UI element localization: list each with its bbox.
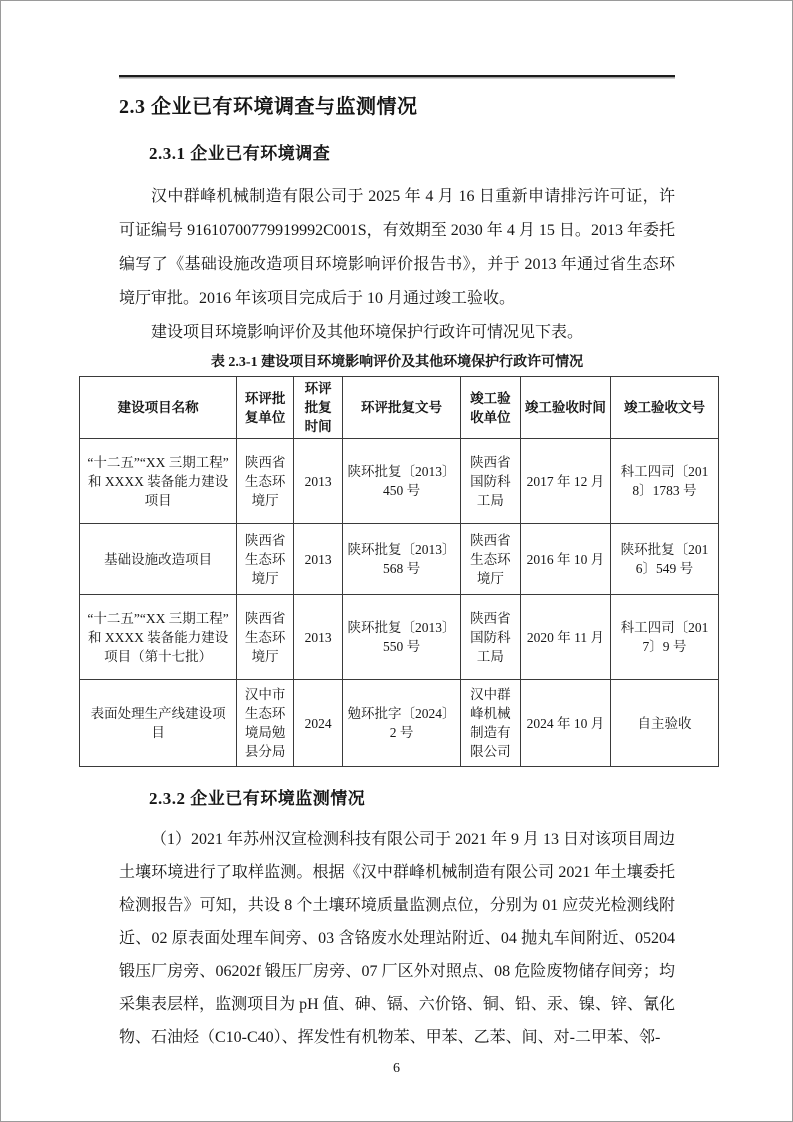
page-content <box>87 75 709 1054</box>
cell-acceptance-unit: 陕西省生态环境厅 <box>460 524 520 595</box>
section-heading-2-3: 2.3 企业已有环境调查与监测情况 <box>119 96 418 118</box>
cell-acceptance-time: 2017 年 12 月 <box>520 439 610 524</box>
cell-acceptance-no: 陕环批复〔2016〕549 号 <box>610 524 718 595</box>
cell-eia-approval-time: 2024 <box>294 680 343 767</box>
header-rule <box>119 75 675 77</box>
cell-eia-approval-no: 陕环批复〔2013〕550 号 <box>343 595 461 680</box>
col-header-acceptance-no: 竣工验收文号 <box>610 377 718 439</box>
paragraph-permit-info: 汉中群峰机械制造有限公司于 2025 年 4 月 16 日重新申请排污许可证，许可证编号 91610700779919992C001S，有效期至 2030 年 4 月 15 日。2013 年委托编写了《基础设施改造项目环境影响评价报告书》，并于 2013 年通过省生态环境厅审批。2016 年该项目完成后于 10 月通过竣工验收。 <box>119 188 675 307</box>
table-row <box>80 680 719 767</box>
cell-acceptance-time: 2024 年 10 月 <box>520 680 610 767</box>
col-header-acceptance-time: 竣工验收时间 <box>520 377 610 439</box>
page-number: 6 <box>393 1061 400 1076</box>
paragraph-monitoring: （1）2021 年苏州汉宣检测科技有限公司于 2021 年 9 月 13 日对该项目周边土壤环境进行了取样监测。根据《汉中群峰机械制造有限公司 2021 年土壤委托检测报告》可知，共设 8 个土壤环境质量监测点位，分别为 01 应荧光检测线附近、02 原表面处理车间旁、03 含铬废水处理站附近、04 抛丸车间附近、05204 锻压厂房旁、06202f 锻压厂房旁、07 厂区外对照点、08 危险废物储存间旁；均采集表层样，监测项目为 pH 值、砷、镉、六价铬、铜、铅、汞、镍、锌、氰化物、石油烃（C10-C40）、挥发性有机物苯、甲苯、乙苯、间、对-二甲苯、邻- <box>119 831 676 1046</box>
cell-eia-approval-time: 2013 <box>294 439 343 524</box>
table-caption: 表 2.3-1 建设项目环境影响评价及其他环境保护行政许可情况 <box>210 355 584 370</box>
cell-eia-approval-time: 2013 <box>294 595 343 680</box>
cell-project-name: “十二五”“XX 三期工程”和 XXXX 装备能力建设项目 <box>80 439 237 524</box>
cell-acceptance-time: 2016 年 10 月 <box>520 524 610 595</box>
col-header-eia-approval-unit: 环评批复单位 <box>237 377 294 439</box>
col-header-acceptance-unit: 竣工验收单位 <box>460 377 520 439</box>
table-row <box>80 439 719 524</box>
cell-eia-approval-no: 陕环批复〔2013〕450 号 <box>343 439 461 524</box>
cell-eia-approval-unit: 汉中市生态环境局勉县分局 <box>237 680 294 767</box>
subsection-heading-2-3-1: 2.3.1 企业已有环境调查 <box>149 144 331 163</box>
cell-project-name: 表面处理生产线建设项目 <box>80 680 237 767</box>
eia-table-wrapper <box>79 376 719 767</box>
eia-permit-table <box>79 376 719 767</box>
subsection-heading-2-3-2: 2.3.2 企业已有环境监测情况 <box>149 789 366 808</box>
cell-acceptance-no: 自主验收 <box>610 680 718 767</box>
table-row <box>80 524 719 595</box>
col-header-eia-approval-no: 环评批复文号 <box>343 377 461 439</box>
table-header-row <box>80 377 719 439</box>
cell-eia-approval-unit: 陕西省生态环境厅 <box>237 439 294 524</box>
cell-acceptance-time: 2020 年 11 月 <box>520 595 610 680</box>
paragraph-table-intro: 建设项目环境影响评价及其他环境保护行政许可情况见下表。 <box>151 324 584 341</box>
cell-eia-approval-no: 陕环批复〔2013〕568 号 <box>343 524 461 595</box>
cell-acceptance-unit: 汉中群峰机械制造有限公司 <box>460 680 520 767</box>
cell-eia-approval-unit: 陕西省生态环境厅 <box>237 595 294 680</box>
cell-acceptance-no: 科工四司〔2018〕1783 号 <box>610 439 718 524</box>
table-row <box>80 595 719 680</box>
cell-acceptance-unit: 陕西省国防科工局 <box>460 439 520 524</box>
cell-acceptance-unit: 陕西省国防科工局 <box>460 595 520 680</box>
col-header-project-name: 建设项目名称 <box>80 377 237 439</box>
cell-eia-approval-no: 勉环批字〔2024〕2 号 <box>343 680 461 767</box>
cell-project-name: 基础设施改造项目 <box>80 524 237 595</box>
cell-project-name: “十二五”“XX 三期工程”和 XXXX 装备能力建设项目（第十七批） <box>80 595 237 680</box>
cell-eia-approval-unit: 陕西省生态环境厅 <box>237 524 294 595</box>
cell-eia-approval-time: 2013 <box>294 524 343 595</box>
col-header-eia-approval-time: 环评批复时间 <box>294 377 343 439</box>
cell-acceptance-no: 科工四司〔2017〕9 号 <box>610 595 718 680</box>
